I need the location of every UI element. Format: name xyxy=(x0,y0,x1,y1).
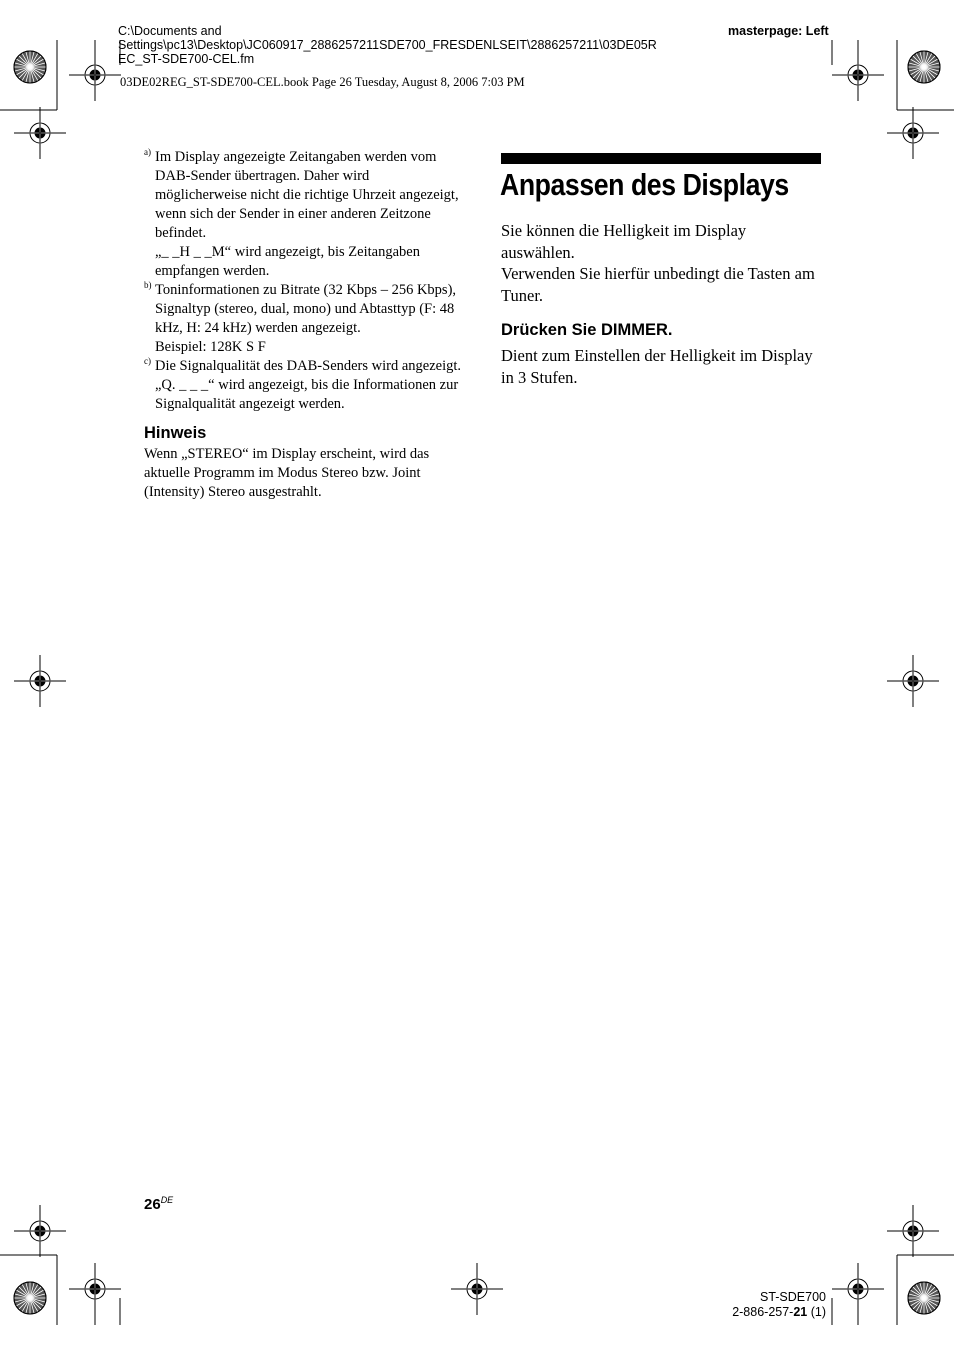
intro-paragraph: Verwenden Sie hierfür unbedingt die Tasten am Tuner. xyxy=(501,264,815,305)
footnote-text: „Q. _ _ _“ wird angezeigt, bis die Informationen zur Signalqualität angezeigt werden. xyxy=(155,377,459,412)
part-number-bold: 21 xyxy=(793,1305,808,1319)
page-number xyxy=(144,1195,173,1213)
left-column xyxy=(144,148,462,502)
step-text: Dient zum Einstellen der Helligkeit im Display in 3 Stufen. xyxy=(501,346,813,387)
page-number-value: 26 xyxy=(144,1196,161,1213)
footnote-marker: b) xyxy=(144,280,152,290)
footnote-text: Im Display angezeigte Zeitangaben werden vom DAB-Sender übertragen. Daher wird möglicherweise nicht die richtige Uhrzeit angezeigt, wenn sich der Sender in einer anderen Zeitzone befindet. xyxy=(155,149,459,241)
part-number-suffix: (1) xyxy=(807,1305,826,1319)
hinweis-text: Wenn „STEREO“ im Display erscheint, wird das aktuelle Programm im Modus Stereo bzw. Joint (Intensity) Stereo ausgestrahlt. xyxy=(144,446,430,500)
file-path-line: Settings\pc13\Desktop\JC060917_2886257211SDE700_FRESDENLSEIT\2886257211\03DE05R xyxy=(118,38,657,52)
footnote-text: Toninformationen zu Bitrate (32 Kbps – 256 Kbps), Signaltyp (stereo, dual, mono) und Abtasttyp (F: 48 kHz, H: 24 kHz) werden angezeigt. xyxy=(155,282,457,336)
section-title: Anpassen des Displays xyxy=(500,167,789,202)
part-number xyxy=(700,1305,826,1320)
footnote-text: Beispiel: 128K S F xyxy=(155,339,266,355)
part-number-prefix: 2-886-257- xyxy=(732,1305,794,1319)
footnote-marker: c) xyxy=(144,356,151,366)
step-heading: Drücken Sie DIMMER. xyxy=(501,321,673,339)
footnote-c xyxy=(144,357,462,414)
section-title-bar xyxy=(501,153,821,164)
right-column xyxy=(501,220,821,388)
file-path-header xyxy=(118,24,657,66)
footnote-b xyxy=(144,281,462,357)
intro-paragraph: Sie können die Helligkeit im Display auswählen. xyxy=(501,221,747,262)
footnote-text: „_ _H _ _M“ wird angezeigt, bis Zeitangaben empfangen werden. xyxy=(155,244,420,279)
footnote-marker: a) xyxy=(144,147,151,157)
file-path-line: C:\Documents and xyxy=(118,24,222,38)
footnote-a xyxy=(144,148,462,281)
page-number-suffix: DE xyxy=(160,1195,174,1205)
hinweis-heading: Hinweis xyxy=(144,424,207,442)
masterpage-label: masterpage: Left xyxy=(728,24,829,38)
file-path-line: EC_ST-SDE700-CEL.fm xyxy=(118,52,255,66)
book-info: 03DE02REG_ST-SDE700-CEL.book Page 26 Tuesday, August 8, 2006 7:03 PM xyxy=(120,75,525,89)
model-name: ST-SDE700 xyxy=(759,1290,826,1304)
footnote-text: Die Signalqualität des DAB-Senders wird angezeigt. xyxy=(155,358,462,374)
model-info xyxy=(700,1290,826,1320)
